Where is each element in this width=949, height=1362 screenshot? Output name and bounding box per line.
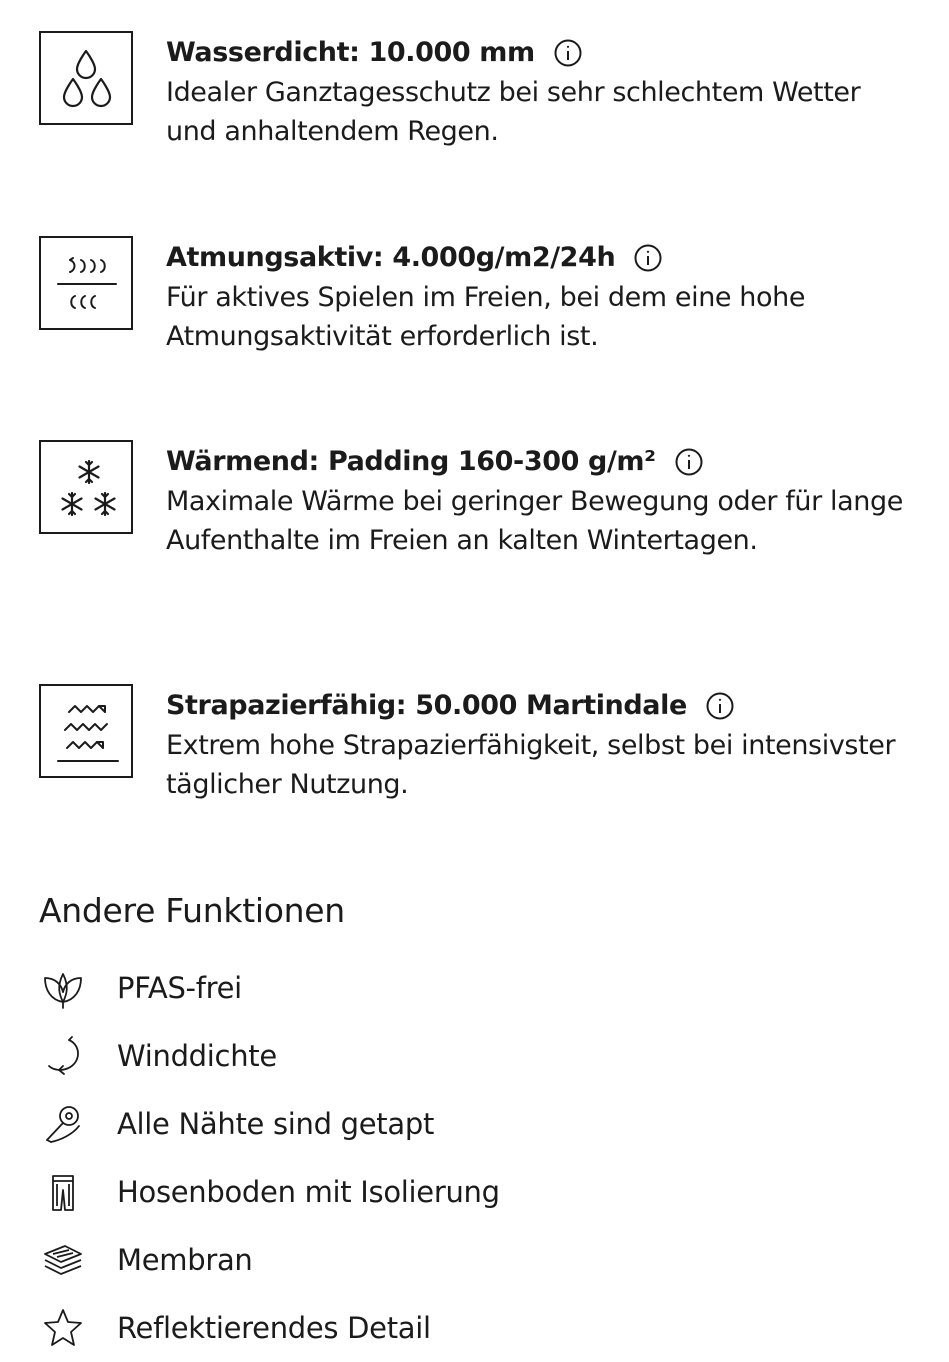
feature-description: Maximale Wärme bei geringer Bewegung oder für lange Aufenthalte im Freien an kalten Wintertagen. [166, 486, 903, 556]
info-icon[interactable] [674, 447, 704, 477]
list-item-label: Winddichte [117, 1039, 277, 1073]
feature-title: Wasserdicht: 10.000 mm [166, 37, 535, 68]
star-icon [39, 1304, 87, 1352]
taped-seam-icon [39, 1100, 87, 1148]
feature-description: Für aktives Spielen im Freien, bei dem eine hohe Atmungsaktivität erforderlich ist. [166, 282, 806, 352]
info-icon[interactable] [553, 38, 583, 68]
feature-title: Strapazierfähig: 50.000 Martindale [166, 690, 687, 721]
list-item [39, 954, 500, 1022]
list-item-label: PFAS-frei [117, 971, 242, 1005]
info-icon[interactable] [633, 243, 663, 273]
list-item-label: Reflektierendes Detail [117, 1311, 431, 1345]
wind-icon [39, 1032, 87, 1080]
breathable-icon [39, 236, 133, 330]
feature-title: Wärmend: Padding 160-300 g/m² [166, 446, 656, 477]
leaf-icon [39, 964, 87, 1012]
list-item [39, 1294, 500, 1362]
feature-breathable [39, 236, 919, 356]
feature-description: Idealer Ganztagesschutz bei sehr schlechtem Wetter und anhaltendem Regen. [166, 77, 861, 147]
list-item-label: Hosenboden mit Isolierung [117, 1175, 500, 1209]
list-item [39, 1090, 500, 1158]
other-functions-list [39, 954, 500, 1362]
list-item-label: Membran [117, 1243, 253, 1277]
abrasion-icon [39, 684, 133, 778]
feature-waterproof [39, 31, 919, 151]
feature-durable [39, 684, 919, 804]
feature-title: Atmungsaktiv: 4.000g/m2/24h [166, 242, 616, 273]
feature-warming [39, 440, 919, 600]
list-item [39, 1022, 500, 1090]
water-drops-icon [39, 31, 133, 125]
pants-icon [39, 1168, 87, 1216]
list-item [39, 1158, 500, 1226]
list-item [39, 1226, 500, 1294]
other-functions-title: Andere Funktionen [39, 891, 345, 930]
feature-description: Extrem hohe Strapazierfähigkeit, selbst bei intensivster täglicher Nutzung. [166, 730, 896, 800]
layers-icon [39, 1236, 87, 1284]
snowflakes-icon [39, 440, 133, 534]
list-item-label: Alle Nähte sind getapt [117, 1107, 435, 1141]
info-icon[interactable] [705, 691, 735, 721]
